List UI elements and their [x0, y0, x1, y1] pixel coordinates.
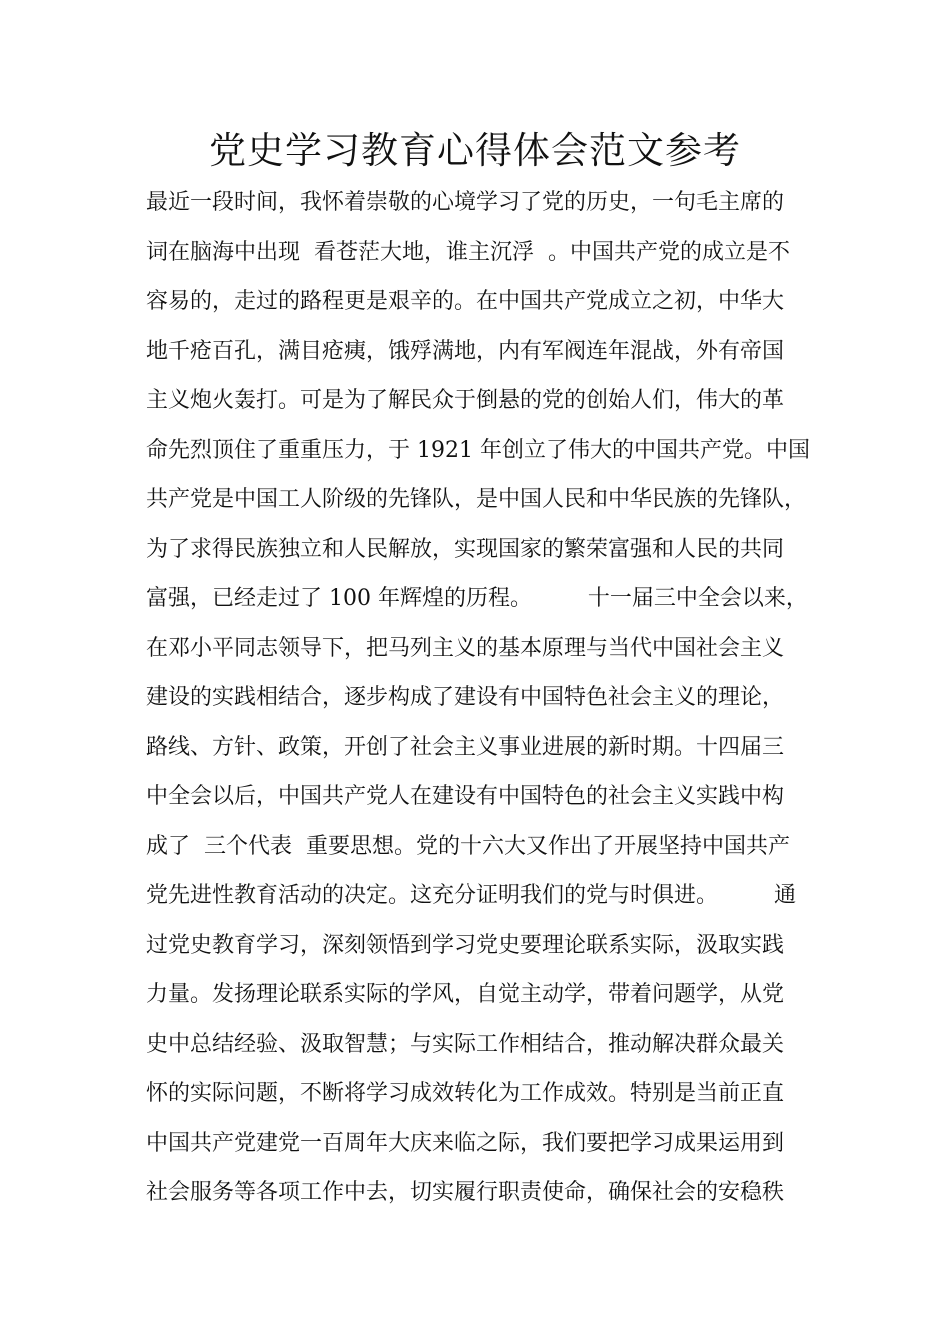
body-line: 党先进性教育活动的决定。这充分证明我们的党与时俱进。 通 — [146, 883, 796, 908]
body-line: 中全会以后，中国共产党人在建设有中国特色的社会主义实践中构 — [146, 784, 785, 809]
body-line: 共产党是中国工人阶级的先锋队，是中国人民和中华民族的先锋队， — [146, 487, 807, 512]
body-line: 命先烈顶住了重重压力，于 1921 年创立了伟大的中国共产党。中国 — [146, 437, 810, 463]
body-line: 力量。发扬理论联系实际的学风，自觉主动学，带着问题学，从党 — [146, 982, 785, 1007]
body-line: 过党史教育学习，深刻领悟到学习党史要理论联系实际，汲取实践 — [146, 932, 785, 958]
document-title: 党史学习教育心得体会范文参考 — [209, 129, 741, 172]
body-line: 成了 三个代表 重要思想。党的十六大又作出了开展坚持中国共产 — [146, 833, 790, 859]
body-line: 在邓小平同志领导下，把马列主义的基本原理与当代中国社会主义 — [146, 635, 785, 661]
body-line: 富强，已经走过了 100 年辉煌的历程。 十一届三中全会以来， — [146, 586, 808, 611]
body-line: 史中总结经验、汲取智慧；与实际工作相结合，推动解决群众最关 — [146, 1031, 785, 1057]
body-line: 路线、方针、政策，开创了社会主义事业进展的新时期。十四届三 — [146, 734, 785, 760]
body-line: 容易的，走过的路程更是艰辛的。在中国共产党成立之初，中华大 — [146, 289, 785, 314]
body-line: 社会服务等各项工作中去，切实履行职责使命，确保社会的安稳秩 — [146, 1180, 785, 1205]
body-line: 最近一段时间，我怀着崇敬的心境学习了党的历史，一句毛主席的 — [146, 190, 785, 215]
body-line: 中国共产党建党一百周年大庆来临之际，我们要把学习成果运用到 — [146, 1130, 785, 1156]
body-line: 地千疮百孔，满目疮痍，饿殍满地，内有军阀连年混战，外有帝国 — [146, 338, 785, 364]
body-line: 怀的实际问题，不断将学习成效转化为工作成效。特别是当前正直 — [146, 1081, 785, 1106]
document-body — [146, 178, 826, 1218]
body-line: 为了求得民族独立和人民解放，实现国家的繁荣富强和人民的共同 — [146, 536, 785, 562]
body-line: 词在脑海中出现 看苍茫大地，谁主沉浮 。中国共产党的成立是不 — [146, 239, 790, 265]
body-line: 主义炮火轰打。可是为了解民众于倒悬的党的创始人们，伟大的革 — [146, 388, 785, 413]
body-line: 建设的实践相结合，逐步构成了建设有中国特色社会主义的理论， — [146, 685, 785, 710]
